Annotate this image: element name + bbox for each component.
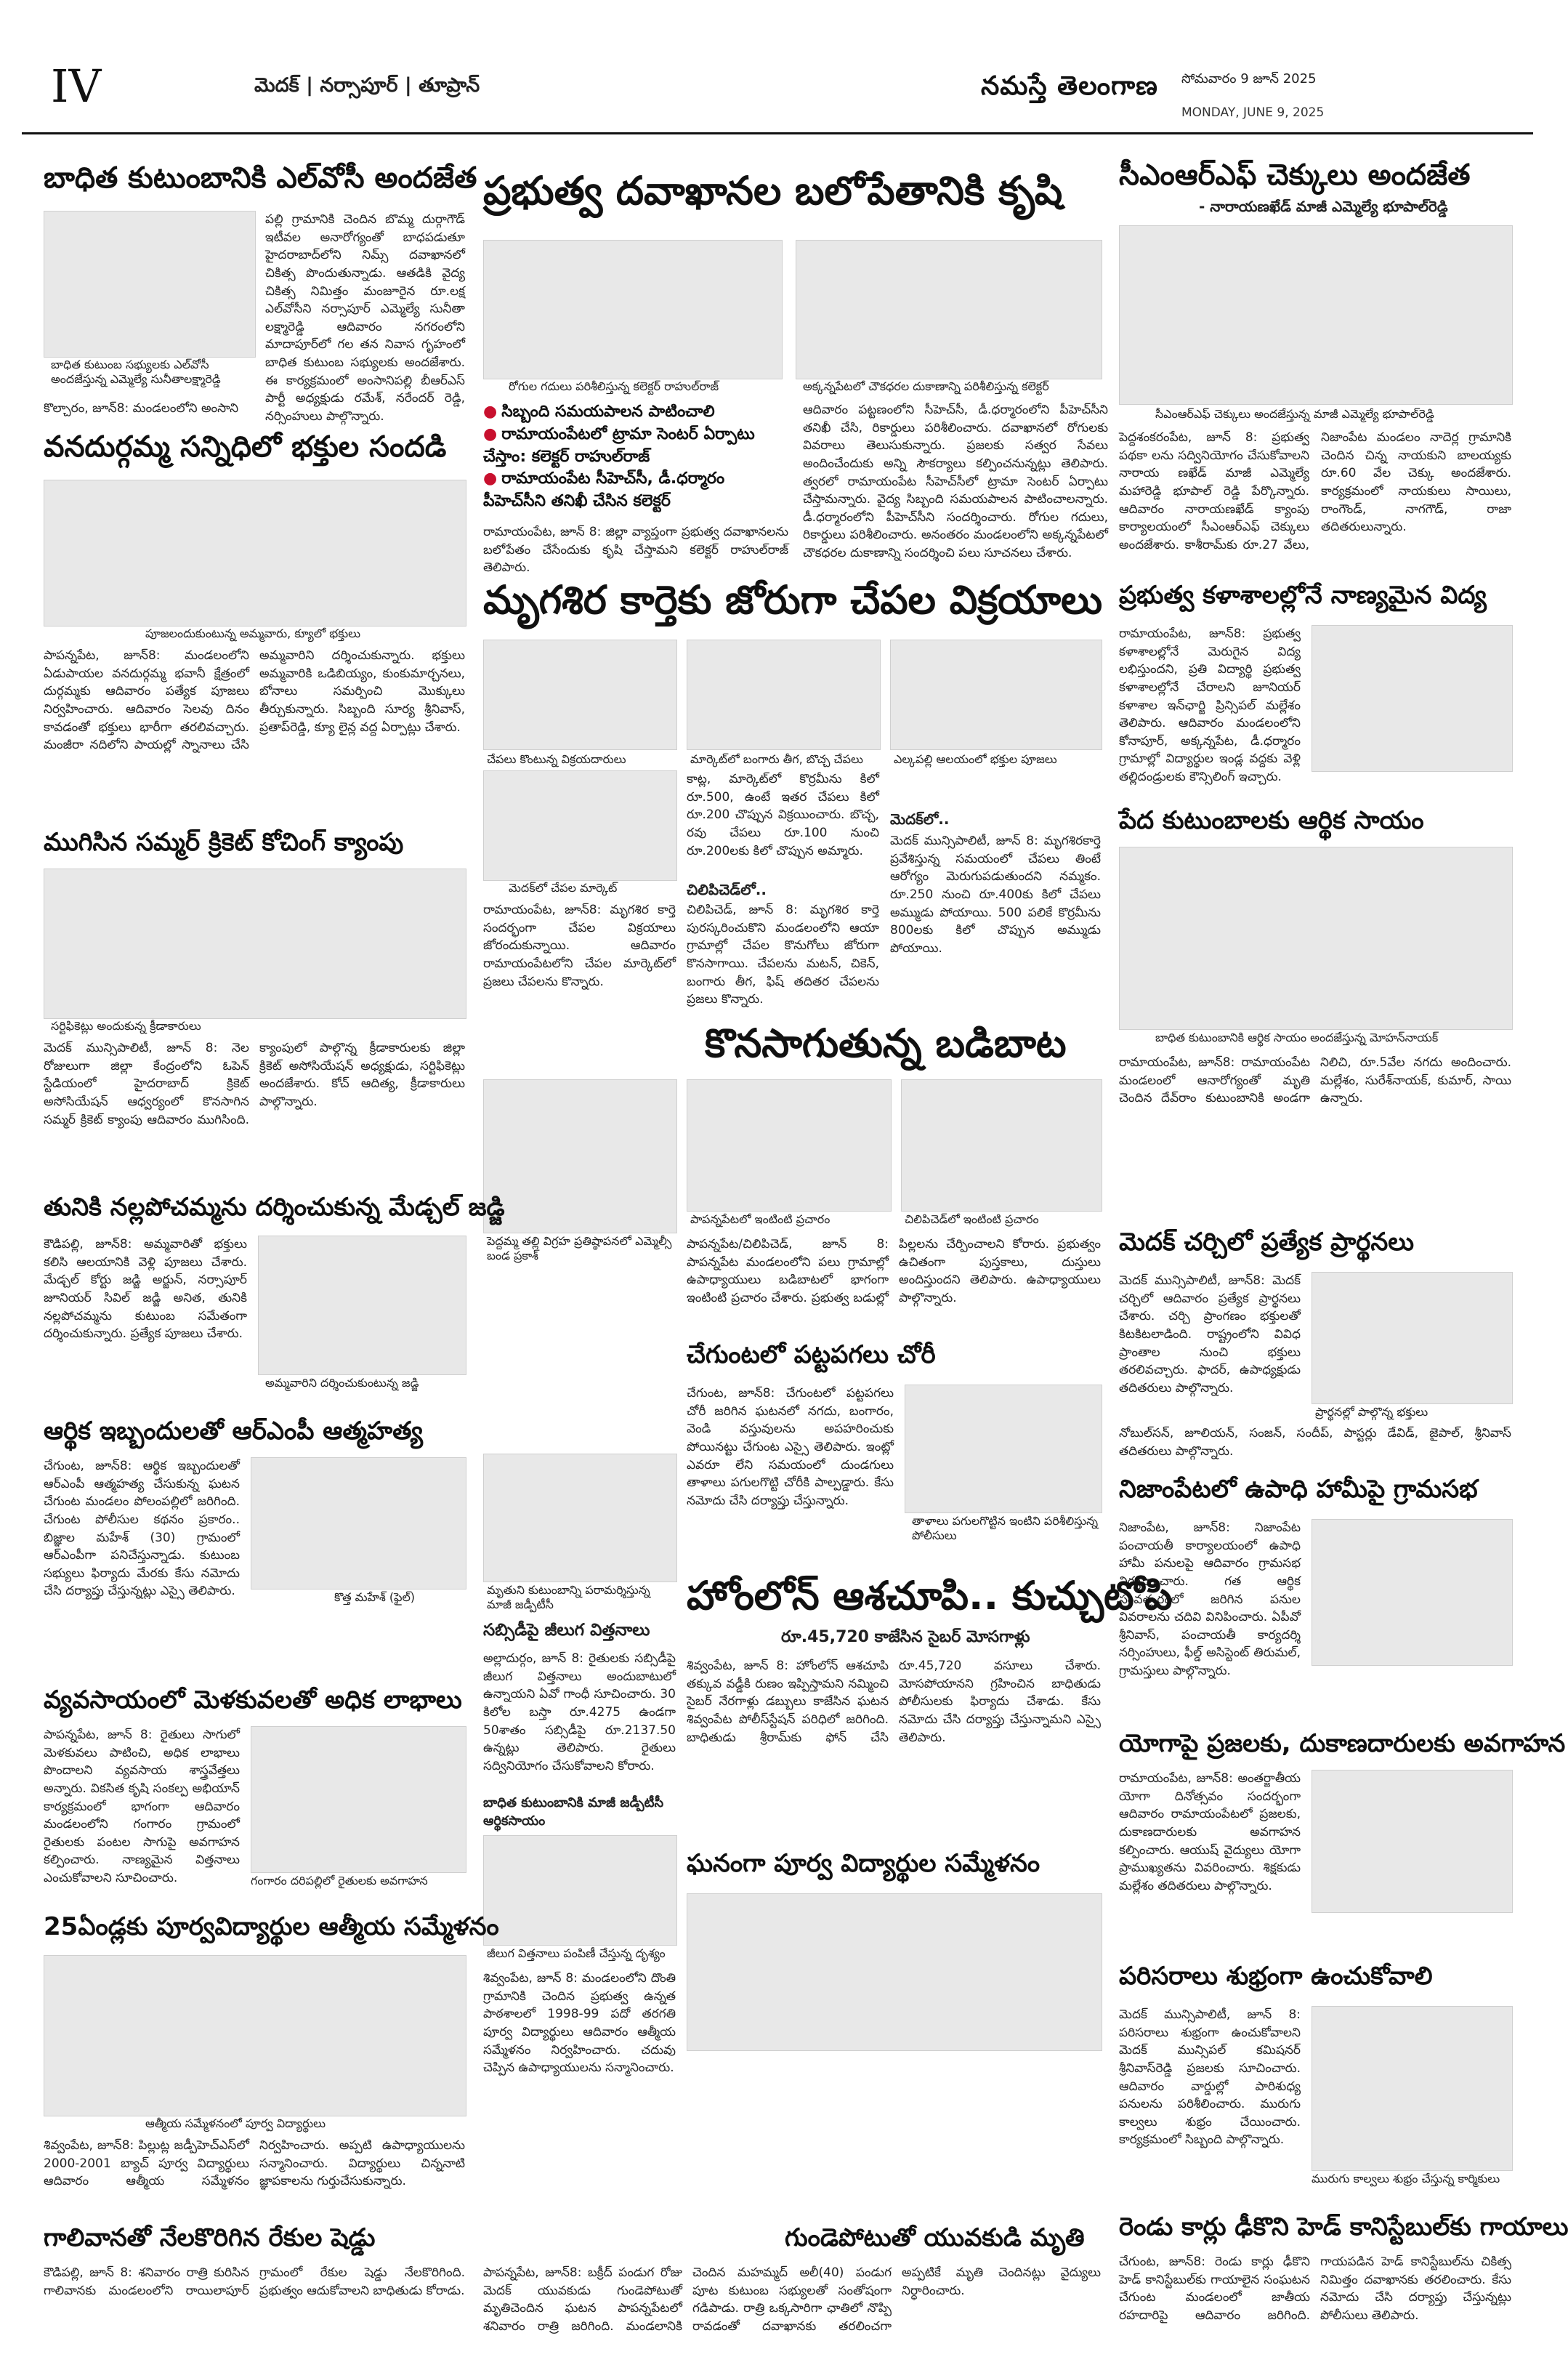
photo xyxy=(687,640,881,750)
section-label: మెదక్ | నర్సాపూర్ | తూప్రాన్ xyxy=(254,74,480,97)
article-body: మెదక్ మున్సిపాలిటీ, జూన్ 8: పరిసరాలు శుభ్రంగా ఉంచుకోవాలని మెదక్ మున్సిపల్ కమిషనర్ శ్రీనివాస్‌రెడ్డి ప్రజలకు సూచించారు. ఆదివారం వార్డుల్లో పారిశుధ్య పనులను పరిశీలించారు. మురుగు కాల్వలు శుభ్రం చేయించారు. కార్యక్రమంలో సిబ్బంది పాల్గొన్నారు. xyxy=(1119,2007,1301,2148)
byline: - నారాయణఖేడ్ మాజీ ఎమ్మెల్యే భూపాల్‌రెడ్డి xyxy=(1199,198,1448,215)
article-body: మెదక్ మున్సిపాలిటీ, జూన్8: మెదక్ చర్చిలో ఆదివారం ప్రత్యేక ప్రార్థనలు చేశారు. చర్చి ప్రాంగణం భక్తులతో కిటకిటలాడింది. రాష్ట్రంలోని వివిధ ప్రాంతాల నుంచి భక్తులు తరలివచ్చారు. ఫాదర్, ఉపాధ్యక్షుడు తదితరులు పాల్గొన్నారు. xyxy=(1119,1273,1301,1395)
photo xyxy=(44,480,466,627)
headline: ముగిసిన సమ్మర్ క్రికెట్ కోచింగ్ క్యాంపు xyxy=(44,828,404,857)
article-body: నోబుల్‌సన్, జూలియన్, సంజన్, సందీప్, పాస్టర్లు డేవిడ్, జైపాల్, శ్రీనివాస్ తదితరులు పాల్గొన్నారు. xyxy=(1119,1426,1511,1459)
caption: చేపలు కొంటున్న విక్రయదారులు xyxy=(487,752,626,766)
photo xyxy=(1312,1770,1513,1913)
caption: పాపన్నపేటలో ఇంటింటి ప్రచారం xyxy=(690,1212,831,1226)
photo xyxy=(687,1079,892,1212)
article-body: నిజాంపేట, జూన్8: నిజాంపేట పంచాయతీ కార్యాలయంలో ఉపాధి హామీ పనులపై ఆదివారం గ్రామసభ నిర్వహించారు. గత ఆర్థిక సంవత్సరంలో జరిగిన పనుల వివరాలను చదివి వినిపించారు. ఏపీవో శ్రీనివాస్, పంచాయతీ కార్యదర్శి నర్సింహులు, ఫీల్డ్ అసిస్టెంట్ తిరుమల్, గ్రామస్తులు పాల్గొన్నారు. xyxy=(1119,1520,1301,1679)
photo xyxy=(1312,2006,1513,2171)
article-body: రామాయంపేట, జూన్8: రామాయంపేట మండలంలో ఆనారోగ్యంతో మృతి చెందిన దేవ్‌రాం కుటుంబానికి అండగా నిలిచి, రూ.5వేల నగదు అందించారు. మల్లేశం, సురేశ్‌నాయక్, కుమార్, సాయి ఉన్నారు. xyxy=(1119,1055,1511,1106)
photo xyxy=(483,1079,677,1233)
article-body: పాపన్నపేట, జూన్8: బక్రీద్ పండుగ రోజు మెదక్ యువకుడు గుండెపోటుతో మృతిచెందిన ఘటన పాపన్నపేటలో శనివారం రాత్రి జరిగింది. మండలానికి చెందిన మహమ్మద్ అలీ(40) పండుగ పూట కుటుంబ సభ్యులతో సంతోషంగా గడిపాడు. రాత్రి ఒక్కసారిగా ఛాతిలో నొప్పి రావడంతో దవాఖానకు తరలించగా అప్పటికే మృతి చెందినట్లు వైద్యులు నిర్ధారించారు. xyxy=(483,2265,1101,2334)
photo xyxy=(44,211,256,358)
headline: రెండు కార్లు ఢీకొని హెడ్ కానిస్టేబుల్‌కు గాయాలు xyxy=(1119,2212,1568,2241)
caption: మృతుని కుటుంబాన్ని పరామర్శిస్తున్న మాజీ జడ్పీటీసీ xyxy=(487,1583,650,1611)
photo xyxy=(1119,225,1513,405)
article-body: చిలిపిచెడ్, జూన్ 8: మృగశిర కార్తె పురస్కరించుకొని మండలంలోని ఆయా గ్రామాల్లో చేపల కొనుగోలు జోరుగా కొనసాగాయి. చేపలను మటన్, చికెన్, బంగారు తీగ, ఫిష్ తదితర చేపలను ప్రజలు కొన్నారు. xyxy=(687,903,879,1007)
caption: జీలుగ విత్తనాలు పంపిణీ చేస్తున్న దృశ్యం xyxy=(487,1946,666,1960)
headline: సబ్సిడీపై జీలుగ విత్తనాలు xyxy=(483,1621,650,1640)
article-body: చేగుంట, జూన్8: రెండు కార్లు ఢీకొని హెడ్ కానిస్టేబుల్‌కు గాయాలైన సంఘటన చేగుంట మండలంలో జాతీయ రహదారిపై ఆదివారం జరిగింది. గాయపడిన హెడ్ కానిస్టేబుల్‌ను చికిత్స నిమిత్తం దవాఖానకు తరలించారు. కేసు నమోదు చేసి దర్యాప్తు చేస్తున్నట్లు పోలీసులు తెలిపారు. xyxy=(1119,2255,1511,2323)
headline: నిజాంపేటలో ఉపాధి హామీపై గ్రామసభ xyxy=(1119,1475,1478,1504)
photo xyxy=(44,1955,466,2116)
photo xyxy=(901,1079,1102,1212)
photo xyxy=(890,640,1102,750)
headline: బాధిత కుటుంబానికి మాజీ జడ్పీటీసీ ఆర్థికసాయం xyxy=(483,1795,664,1829)
caption: పెద్దమ్మ తల్లి విగ్రహ ప్రతిష్ఠాపనలో ఎమ్మెల్సీ బండ ప్రకాశ్ xyxy=(487,1234,672,1262)
headline: యోగాపై ప్రజలకు, దుకాణదారులకు అవగాహన xyxy=(1119,1729,1566,1758)
kicker: మెదక్‌లో.. xyxy=(890,810,950,828)
article-body: పాపన్నపేట, జూన్ 8: రైతులు సాగులో మెళకువలు పాటించి, అధిక లాభాలు పొందాలని వ్యవసాయ శాస్త్రవేత్తలు అన్నారు. వికసిత కృషి సంకల్ప అభియాన్ కార్యక్రమంలో భాగంగా ఆదివారం మండలంలోని గంగారం గ్రామంలో రైతులకు పంటల సాగుపై అవగాహన కల్పించారు. నాణ్యమైన విత్తనాలు ఎంచుకోవాలని సూచించారు. xyxy=(44,1728,240,1886)
subhead: రూ.45,720 కాజేసిన సైబర్ మోసగాళ్లు xyxy=(781,1628,1030,1646)
headline: ఆర్థిక ఇబ్బందులతో ఆర్‌ఎంపీ ఆత్మహత్య xyxy=(44,1417,423,1446)
date-telugu: సోమవారం 9 జూన్ 2025 xyxy=(1181,71,1317,86)
article-body: ఆదివారం పట్టణంలోని సీహెచ్‌సీ, డీ.ధర్మారంలోని పీహెచ్‌సీని తనిఖీ చేసి, రికార్డులు పరిశీలించారు. దవాఖానలో రోగులకు వివరాలు తెలుసుకున్నారు. ప్రజలకు సత్వర సేవలు అందించేందుకు అన్ని సౌకర్యాలు కల్పించనున్నట్లు తెలిపారు. త్వరలో రామాయంపేట సీహెచ్‌సీలో ట్రామా సెంటర్ ఏర్పాటు చేస్తామన్నారు. వైద్య సిబ్బంది సమయపాలన పాటించాలన్నారు. డీ.ధర్మారంలోని పీహెచ్‌సీని సందర్శించారు. రోగుల గదులు, రికార్డులు పరిశీలించారు. అనంతరం మండలంలోని అక్కన్నపేటలో చౌకధరల దుకాణాన్ని సందర్శించి పలు సూచనలు చేశారు. xyxy=(803,403,1108,561)
bullet-list xyxy=(483,401,788,513)
article-body: రామాయంపేట, జూన్8: ప్రభుత్వ కళాశాలల్లోనే మెరుగైన విద్య లభిస్తుందని, ప్రతి విద్యార్థి ప్రభుత్వ కళాశాలల్లోనే చేరాలని జూనియర్ కళాశాల ఇన్‌ఛార్జి ప్రిన్సిపల్ మల్లేశం తెలిపారు. ఆదివారం మండలంలోని కోనాపూర్, అక్కన్నపేట, డీ.ధర్మారం గ్రామాల్లో విద్యార్థుల ఇండ్ల వద్దకు వెళ్లి తల్లిదండ్రులకు కౌన్సిలింగ్ ఇచ్చారు. xyxy=(1119,627,1301,785)
headline: మృగశిర కార్తెకు జోరుగా చేపల విక్రయాలు xyxy=(483,577,1103,623)
photo xyxy=(483,1835,677,1946)
headline: గాలివానతో నేలకొరిగిన రేకుల షెడ్డు xyxy=(44,2223,376,2252)
photo xyxy=(44,869,466,1019)
header-rule xyxy=(22,132,1533,134)
bullet-item: ● రామాయంపేట సీహెచ్‌సీ, డీ.ధర్మారం పీహెచ్‌సీని తనిఖీ చేసిన కలెక్టర్ xyxy=(483,470,725,511)
bullet-dot-icon: ● xyxy=(483,403,498,421)
article-body: పాపన్నపేట/చిలిపిచెడ్, జూన్ 8: పాపన్నపేట మండలంలోని పలు గ్రామాల్లో ఉపాధ్యాయులు బడిబాటలో భాగంగా ఇంటింటి ప్రచారం చేశారు. ప్రభుత్వ బడుల్లో పిల్లలను చేర్పించాలని కోరారు. ప్రభుత్వం ఉచితంగా పుస్తకాలు, దుస్తులు అందిస్తుందని తెలిపారు. ఉపాధ్యాయులు పాల్గొన్నారు. xyxy=(687,1237,1101,1305)
photo xyxy=(251,1457,466,1590)
caption: అక్కన్నపేటలో చౌకధరల దుకాణాన్ని పరిశీలిస్తున్న కలెక్టర్ xyxy=(803,379,1049,393)
article-body: చేగుంట, జూన్8: చేగుంటలో పట్టపగలు చోరీ జరిగిన ఘటనలో నగదు, బంగారం, వెండి వస్తువులను అపహరించుకు పోయినట్టు చేగుంట ఎస్సై తెలిపారు. ఇంట్లో ఎవరూ లేని సమయంలో దుండగులు తాళాలు పగులగొట్టి చోరీకి పాల్పడ్డారు. కేసు నమోదు చేసి దర్యాప్తు చేస్తున్నారు. xyxy=(687,1386,894,1508)
article-body: పాపన్నపేట, జూన్8: మండలంలోని ఏడుపాయల వనదుర్గమ్మ భవానీ క్షేత్రంలో దుర్గమ్మకు ఆదివారం పత్యేక పూజలు నిర్వహించారు. ఆదివారం సెలవు దినం కావడంతో భక్తులు భారీగా తరలివచ్చారు. మంజీరా నదిలోని పాయల్లో స్నానాలు చేసి అమ్మవారిని దర్శించుకున్నారు. భక్తులు అమ్మవారికి ఒడిబియ్యం, కుంకుమార్చనలు, బోనాలు సమర్పించి మొక్కులు తీర్చుకున్నారు. సిబ్బంది సూర్య శ్రీనివాస్, ప్రతాప్‌రెడ్డి, క్యూ లైన్ల వద్ద ఏర్పాట్లు చేశారు. xyxy=(44,648,465,753)
page-number: IV xyxy=(51,60,102,113)
caption: మెదక్‌లో చేపల మార్కెట్ xyxy=(509,881,618,895)
photo xyxy=(687,1893,1102,2051)
caption: ఎల్కపల్లి ఆలయంలో భక్తుల పూజలు xyxy=(894,752,1057,766)
caption: తాళాలు పగులగొట్టిన ఇంటిని పరిశీలిస్తున్న పోలీసులు xyxy=(912,1514,1099,1542)
headline: ఘనంగా పూర్వ విద్యార్థుల సమ్మేళనం xyxy=(687,1849,1040,1878)
headline: చేగుంటలో పట్టపగలు చోరీ xyxy=(687,1340,936,1369)
headline: వ్యవసాయంలో మెళకువలతో అధిక లాభాలు xyxy=(44,1685,462,1715)
headline: వనదుర్గమ్మ సన్నిధిలో భక్తుల సందడి xyxy=(44,430,447,464)
article-body: శివ్వంపేట, జూన్ 8: హోంలోన్ ఆశచూపి తక్కువ వడ్డీకి రుణం ఇప్పిస్తామని నమ్మించి సైబర్ నేరగాళ్లు డబ్బులు కాజేసిన ఘటన శివ్వంపేట పోలీస్‌స్టేషన్ పరిధిలో జరిగింది. బాధితుడు శ్రీరామ్‌కు ఫోన్ చేసి రూ.45,720 వసూలు చేశారు. మోసపోయానని గ్రహించిన బాధితుడు పోలీసులకు ఫిర్యాదు చేశాడు. కేసు నమోదు చేసి దర్యాప్తు చేస్తున్నామని ఎస్సై తెలిపారు. xyxy=(687,1659,1101,1745)
photo xyxy=(483,640,677,750)
headline: తునికి నల్లపోచమ్మను దర్శించుకున్న మేడ్చల్ జడ్జి xyxy=(44,1193,505,1222)
photo xyxy=(258,1236,466,1375)
headline: గుండెపోటుతో యువకుడి మృతి xyxy=(785,2223,1085,2252)
headline: సీఎంఆర్‌ఎఫ్ చెక్కులు అందజేత xyxy=(1119,158,1471,192)
caption: బాధిత కుటుంబానికి ఆర్థిక సాయం అందజేస్తున్న మోహన్‌నాయక్ xyxy=(1155,1031,1439,1044)
kicker: చిలిపిచెడ్‌లో.. xyxy=(687,881,767,898)
article-body: కౌడిపల్లి, జూన్ 8: శనివారం రాత్రి కురిసిన గాలివానకు మండలంలోని రాయిలాపూర్ గ్రామంలో రేకుల షెడ్డు నేలకొరిగింది. ప్రభుత్వం ఆదుకోవాలని బాధితుడు కోరాడు. xyxy=(44,2265,465,2298)
headline: మెదక్ చర్చిలో ప్రత్యేక ప్రార్థనలు xyxy=(1119,1228,1415,1257)
photo xyxy=(1312,625,1513,772)
headline: బాధిత కుటుంబానికి ఎల్‌వోసీ అందజేత xyxy=(44,161,477,195)
article-body: శివ్వంపేట, జూన్ 8: మండలంలోని దొంతి గ్రామానికి చెందిన ప్రభుత్వ ఉన్నత పాఠశాలలో 1998-99 పదో తరగతి పూర్వ విద్యార్థులు ఆదివారం ఆత్మీయ సమ్మేళనం నిర్వహించారు. చదువు చెప్పిన ఉపాధ్యాయులను సన్మానించారు. xyxy=(483,1971,676,2076)
headline: పేద కుటుంబాలకు ఆర్థిక సాయం xyxy=(1119,806,1424,835)
article-body: మెదక్ మున్సిపాలిటీ, జూన్ 8: నెల రోజులుగా జిల్లా కేంద్రంలోని ఓపెన్ స్టేడియంలో హైదరాబాద్ క్రికెట్ అసోసియేషన్ ఆధ్వర్యంలో కొనసాగిన సమ్మర్ క్రికెట్ క్యాంపు ఆదివారం ముగిసింది. క్యాంపులో పాల్గొన్న క్రీడాకారులకు జిల్లా క్రికెట్ అసోసియేషన్ అధ్యక్షుడు, సర్టిఫికెట్లు అందజేశారు. కోచ్ ఆదిత్య, క్రీడాకారులు పాల్గొన్నారు. xyxy=(44,1041,465,1127)
bullet-item: ● రామాయంపేటలో ట్రామా సెంటర్ ఏర్పాటు చేస్తాం: కలెక్టర్ రాహుల్‌రాజ్ xyxy=(483,424,755,466)
article-body: కౌడిపల్లి, జూన్8: అమ్మవారితో భక్తులు కలిసి ఆలయానికి వెళ్లి పూజలు చేశారు. మేడ్చల్ కోర్టు జడ్జి అర్జున్, నర్సాపూర్ జూనియర్ సివిల్ జడ్జి అనిత, తునికి నల్లపోచమ్మను కుటుంబ సమేతంగా దర్శించుకున్నారు. ప్రత్యేక పూజలు చేశారు. xyxy=(44,1237,247,1342)
date-english: MONDAY, JUNE 9, 2025 xyxy=(1181,105,1325,120)
headline: ప్రభుత్వ దవాఖానల బలోపేతానికి కృషి xyxy=(483,168,1063,214)
article-body: మెదక్ మున్సిపాలిటీ, జూన్ 8: మృగశిరకార్తె ప్రవేశిస్తున్న సమయంలో చేపలు తింటే ఆరోగ్యం మెరుగుపడుతుందని నమ్మకం. రూ.250 నుంచి రూ.400కు కిలో చేపలు అమ్ముడు పోయాయి. 500 పలికే కొర్రమీను 800లకు కిలో చొప్పున అమ్ముడు పోయాయి. xyxy=(890,834,1101,956)
photo xyxy=(905,1385,1102,1513)
article-body: చేగుంట, జూన్8: ఆర్థిక ఇబ్బందులతో ఆర్‌ఎంపీ ఆత్మహత్య చేసుకున్న ఘటన చేగుంట మండలం పోలంపల్లిలో జరిగింది. చేగుంట పోలీసుల కథనం ప్రకారం.. బిజ్ఞాల మహేశ్ (30) గ్రామంలో ఆర్‌ఎంపీగా పనిచేస్తున్నాడు. కుటుంబ సభ్యులు ఫిర్యాదు మేరకు కేసు నమోదు చేసి దర్యాప్తు చేస్తున్నట్లు ఎస్సై తెలిపారు. xyxy=(44,1459,240,1599)
caption: అమ్మవారిని దర్శించుకుంటున్న జడ్జి xyxy=(265,1376,419,1390)
headline: కొనసాగుతున్న బడిబాట xyxy=(705,1020,1067,1066)
bullet-dot-icon: ● xyxy=(483,424,498,443)
caption: ఆత్మీయ సమ్మేళనంలో పూర్వ విద్యార్థులు xyxy=(145,2116,326,2130)
photo xyxy=(483,1454,677,1582)
photo xyxy=(483,240,783,379)
article-body: రామాయంపేట, జూన్ 8: జిల్లా వ్యాప్తంగా ప్రభుత్వ దవాఖానలను బలోపేతం చేసేందుకు కృషి చేస్తామని కలెక్టర్ రాహుల్‌రాజ్ తెలిపారు. xyxy=(483,525,788,576)
dateline: కొల్చారం, జూన్8: మండలంలోని అంసాని xyxy=(44,401,239,416)
photo xyxy=(251,1726,466,1873)
photo xyxy=(1119,847,1513,1030)
bullet-item: ● సిబ్బంది సమయపాలన పాటించాలి xyxy=(483,403,715,421)
article-body: కాట్ల, మార్కెట్‌లో కొర్రమీను కిలో రూ.500, ఉంటే ఇతర చేపలు కిలో రూ.200 చొప్పున విక్రయించారు. బొచ్చ, రవు చేపలు రూ.100 నుంచి రూ.200లకు కిలో చొప్పున అమ్మారు. xyxy=(687,772,879,858)
headline: 25ఏండ్లకు పూర్వవిద్యార్థుల ఆత్మీయ సమ్మేళనం xyxy=(44,1912,499,1941)
photo xyxy=(1312,1519,1513,1666)
caption: సర్టిఫికెట్లు అందుకున్న క్రీడాకారులు xyxy=(51,1019,201,1033)
article-body: శివ్వంపేట, జూన్8: పిల్లుట్ల జడ్పీహెచ్‌ఎస్‌లో 2000-2001 బ్యాచ్ పూర్వ విద్యార్థులు ఆదివారం ఆత్మీయ సమ్మేళనం నిర్వహించారు. అప్పటి ఉపాధ్యాయులను సన్మానించారు. విద్యార్థులు చిన్ననాటి జ్ఞాపకాలను గుర్తుచేసుకున్నారు. xyxy=(44,2138,465,2189)
headline: పరిసరాలు శుభ్రంగా ఉంచుకోవాలి xyxy=(1119,1962,1433,1991)
headline: ప్రభుత్వ కళాశాలల్లోనే నాణ్యమైన విద్య xyxy=(1119,581,1487,610)
article-body: పల్లి గ్రామానికి చెందిన బొమ్మ దుర్గాగౌడ్ ఇటీవల అనారోగ్యంతో బాధపడుతూ హైదరాబాద్‌లోని నిమ్స్ దవాఖానలో చికిత్స పొందుతున్నాడు. ఆతడికి వైద్య చికిత్స నిమిత్తం మంజూరైన రూ.లక్ష ఎల్‌వోసీని నర్సాపూర్ ఎమ్మెల్యే సునీతా లక్ష్మారెడ్డి ఆదివారం నగరంలోని మాదాపూర్‌లో గల తన నివాస గృహంలో బాధిత కుటుంబ సభ్యులకు అందజేశారు. ఈ కార్యక్రమంలో అంసానిపల్లి బీఆర్ఎస్ పార్టీ అధ్యక్షుడు రమేశ్, నరేందర్ రెడ్డి, నర్సింహులు పాల్గొన్నారు. xyxy=(265,212,465,424)
bullet-dot-icon: ● xyxy=(483,470,498,488)
caption: మురుగు కాల్వలు శుభ్రం చేస్తున్న కార్మికులు xyxy=(1312,2172,1500,2185)
caption: చిలిపిచెడ్‌లో ఇంటింటి ప్రచారం xyxy=(905,1212,1039,1226)
caption: రోగుల గదులు పరిశీలిస్తున్న కలెక్టర్ రాహుల్‌రాజ్ xyxy=(509,379,719,393)
headline: హోంలోన్ ఆశచూపి.. కుచ్చుటోపి xyxy=(687,1573,1173,1619)
photo xyxy=(1312,1272,1513,1404)
caption: గంగారం దరిపల్లిలో రైతులకు అవగాహన xyxy=(251,1874,428,1887)
article-body: రామాయంపేట, జూన్8: మృగశిర కార్తె సందర్భంగా చేపల విక్రయాలు జోరందుకున్నాయి. ఆదివారం రామాయంపేటలోని చేపల మార్కెట్‌లో ప్రజలు చేపలను కొన్నారు. xyxy=(483,903,676,989)
article-body: రామాయంపేట, జూన్8: అంతర్జాతీయ యోగా దినోత్సవం సందర్భంగా ఆదివారం రామాయంపేటలో ప్రజలకు, దుకాణదారులకు అవగాహన కల్పించారు. ఆయుష్ వైద్యులు యోగా ప్రాముఖ్యతను వివరించారు. శిక్షకుడు మల్లేశం తదితరులు పాల్గొన్నారు. xyxy=(1119,1771,1301,1893)
caption: కొత్త మహేశ్ (ఫైల్) xyxy=(334,1590,416,1604)
masthead: నమస్తే తెలంగాణ xyxy=(981,71,1158,101)
caption: సీఎంఆర్‌ఎఫ్ చెక్కులు అందజేస్తున్న మాజీ ఎమ్మెల్యే భూపాల్‌రెడ్డి xyxy=(1155,407,1434,421)
caption: పూజలందుకుంటున్న అమ్మవారు, క్యూలో భక్తులు xyxy=(145,627,361,640)
caption: ప్రార్థనల్లో పాల్గొన్న భక్తులు xyxy=(1315,1405,1428,1419)
photo xyxy=(796,240,1102,379)
caption: బాధిత కుటుంబ సభ్యులకు ఎల్‌వోసీ అందజేస్తున్న ఎమ్మెల్యే సునీతాలక్ష్మారెడ్డి xyxy=(51,358,221,386)
caption: మార్కెట్‌లో బంగారు తీగ, బొచ్చ చేపలు xyxy=(690,752,863,766)
article-body: పెద్దశంకరంపేట, జూన్ 8: ప్రభుత్వ పథకా లను సద్వినియోగం చేసుకోవాలని నారాయ ణఖేడ్ మాజీ ఎమ్మెల్యే మహారెడ్డి భూపాల్ రెడ్డి పేర్కొన్నారు. ఆదివారం నారాయణఖేడ్ క్యాంపు కార్యాలయంలో సీఎంఆర్‌ఎఫ్ చెక్కులు అందజేశారు. కాశీరామ్‌కు రూ.27 వేలు, నిజాంపేట మండలం నాదెర్ల గ్రామానికి చెందిన చిన్న నాయకుని బాలయ్యకు రూ.60 వేల చెక్కు అందజేశారు. కార్యక్రమంలో నాయకులు సాయిలు, రాంగౌండ్, నాగగౌడ్, రాజా తదితరులున్నారు. xyxy=(1119,430,1511,552)
article-body: అల్లాదుర్గం, జూన్ 8: రైతులకు సబ్సిడీపై జీలుగ విత్తనాలు అందుబాటులో ఉన్నాయని ఏవో గాంధీ సూచించారు. 30 కిలోల బస్తా రూ.4275 ఉండగా 50శాతం సబ్సిడీపై రూ.2137.50 ఉన్నట్లు తెలిపారు. రైతులు సద్వినియోగం చేసుకోవాలని కోరారు. xyxy=(483,1651,676,1773)
photo xyxy=(483,770,677,881)
